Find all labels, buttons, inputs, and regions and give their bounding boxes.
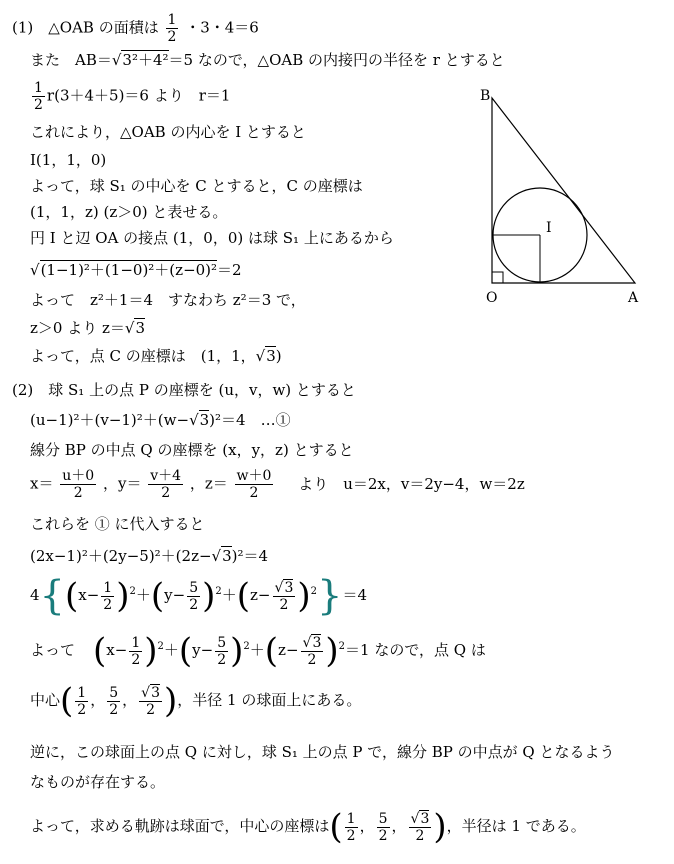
line-eq4: よって (x− $\frac{1}{2}$ )$^2$＋(y− $\frac{5}{2}$ )$^2$＋(z− $\frac{√3}{2}$ )$^2$＝1 なので，点 Q は [30, 631, 486, 671]
line-distance [30, 260, 242, 280]
text: ，y＝ [102, 474, 142, 493]
line-eq1 [30, 410, 291, 430]
numerator: w＋0 [236, 468, 272, 484]
numerator: 1 [167, 12, 177, 28]
fraction-x [60, 468, 96, 501]
label-o: O [486, 290, 498, 306]
line-converse: 逆に，この球面上の点 Q に対し，球 S₁ 上の点 P で，線分 BP の中点が Q となるよう [30, 743, 615, 761]
fraction-half [32, 80, 45, 113]
text: ＝5 なので，△OAB の内接円の半径を r とすると [168, 51, 505, 69]
text: x− [78, 586, 100, 604]
text: ) [275, 347, 282, 365]
sqrt-symbol: √ [255, 347, 266, 365]
text: (2x−1)²＋(2y−5)²＋(2z− [30, 547, 212, 565]
fraction-z [235, 468, 274, 501]
fraction-y [148, 468, 183, 501]
label-a: A [628, 290, 639, 306]
text: よって，点 C の座標は (1，1， [30, 347, 256, 365]
fraction-root3-half [273, 580, 296, 613]
line-i-coord: I(1，1，0) [30, 151, 107, 169]
text: また AB＝ [30, 51, 112, 69]
text: x＝ [30, 474, 54, 493]
line-converse-2: なものが存在する。 [30, 773, 166, 791]
line-conclusion: よって，求める軌跡は球面で，中心の座標は( $\frac{1}{2}$ ， $\frac{5}{2}$ ， $\frac{√3}{2}$ )，半径は 1 である。 [30, 807, 586, 847]
text: (u−1)²＋(v−1)²＋(w− [30, 411, 190, 429]
fraction-cx: $\frac{1}{2}$ [346, 810, 356, 844]
text: 4 [30, 586, 40, 604]
label-b: B [480, 88, 491, 104]
line-part2: (2) 球 S₁ 上の点 P の座標を (u，v，w) とすると [12, 381, 356, 399]
text: ＝2 [217, 261, 242, 279]
triangle-oab [492, 98, 635, 283]
sqrt-symbol: √ [124, 319, 135, 337]
fraction-cy: $\frac{5}{2}$ [109, 684, 119, 718]
line-radius [30, 80, 230, 113]
text: 中心 [30, 691, 61, 709]
numerator: 1 [34, 80, 43, 96]
denominator: 2 [73, 485, 83, 501]
triangle-diagram [480, 80, 660, 310]
numerator: u＋0 [62, 468, 95, 484]
sqrt-radicand: 3 [199, 411, 210, 429]
denominator: 2 [249, 485, 259, 501]
line-tangent: 円 I と辺 OA の接点 (1，0，0) は球 S₁ 上にあるから [30, 229, 394, 247]
sqrt-symbol: √ [111, 51, 122, 69]
fraction-half [166, 12, 179, 45]
text: ，半径は 1 である。 [446, 817, 586, 835]
text: ・3・4＝6 [185, 18, 259, 37]
label-i: I [546, 220, 552, 236]
line-incenter: これにより，△OAB の内心を I とすると [30, 123, 306, 141]
fraction-five-half: $\frac{5}{2}$ [217, 634, 227, 668]
denominator: 2 [189, 596, 199, 613]
text: よって [30, 641, 76, 659]
line-c-coord [30, 346, 282, 366]
sqrt-radicand: 3 [135, 319, 145, 337]
sqrt-radicand: (1−1)²＋(1−0)²＋(z−0)² [40, 261, 218, 279]
fraction-half: $\frac{1}{2}$ [131, 634, 141, 668]
text: (1) △OAB の面積は [12, 18, 159, 37]
line-xyz [30, 468, 525, 501]
line-ab [30, 50, 505, 70]
sqrt-symbol: √ [211, 547, 222, 565]
denominator: 2 [161, 485, 171, 501]
right-angle-mark [492, 272, 503, 283]
sqrt-radicand: 3 [266, 347, 276, 365]
denominator: 2 [167, 29, 177, 45]
text: )²＝4 [231, 547, 269, 565]
text: ，z＝ [189, 474, 228, 493]
text: r(3＋4＋5)＝6 より r＝1 [46, 86, 231, 105]
line-z-value [30, 318, 145, 338]
numerator: √3 [274, 579, 294, 596]
fraction-cz: $\frac{√3}{2}$ [141, 684, 160, 718]
numerator: 1 [103, 579, 113, 596]
sqrt-symbol: √ [189, 411, 199, 429]
denominator: 2 [34, 97, 43, 113]
line-area [12, 12, 259, 45]
fraction-cz: $\frac{√3}{2}$ [410, 810, 430, 844]
fraction-root3-half: $\frac{√3}{2}$ [302, 634, 322, 668]
brace-open: { [39, 573, 65, 619]
fraction-cx: $\frac{1}{2}$ [77, 684, 87, 718]
brace-close: } [317, 573, 343, 619]
fraction-five-half [187, 580, 200, 613]
sqrt-radicand: 3²＋4² [122, 51, 169, 69]
denominator: 2 [103, 596, 113, 613]
denominator: 2 [279, 596, 289, 613]
line-eq3: 4{(x− $\frac{1}{2}$ )$^2$＋(y− $\frac{5}{2}$ )$^2$＋(z− $\frac{√3}{2}$ )$^2$}＝4 [30, 573, 367, 619]
fraction-half [101, 580, 114, 613]
text: ，半径 1 の球面上にある。 [177, 691, 362, 709]
line-sphere-center: よって，球 S₁ の中心を C とすると，C の座標は [30, 177, 363, 195]
fraction-cy: $\frac{5}{2}$ [378, 810, 388, 844]
text: ＝1 なので，点 Q は [345, 641, 486, 659]
line-eq2 [30, 546, 268, 566]
numerator: v＋4 [150, 468, 182, 484]
line-center: 中心( $\frac{1}{2}$ ， $\frac{5}{2}$ ， $\frac{√3}{2}$ )，半径 1 の球面上にある。 [30, 681, 362, 721]
line-midpoint: 線分 BP の中点 Q の座標を (x，y，z) とすると [30, 441, 354, 459]
text: )²＝4 …① [209, 411, 291, 429]
line-substitute: これらを ① に代入すると [30, 515, 205, 533]
text: より u＝2x，v＝2y−4，w＝2z [298, 474, 525, 493]
sqrt-symbol: √ [30, 261, 40, 279]
line-z-eq: よって z²＋1＝4 すなわち z²＝3 で， [30, 291, 306, 309]
text: z＞0 より z＝ [30, 319, 125, 337]
line-c-form: (1，1，z) (z＞0) と表せる。 [30, 203, 228, 221]
numerator: 5 [189, 579, 199, 596]
sqrt-radicand: 3 [222, 547, 232, 565]
text: よって，求める軌跡は球面で，中心の座標は [30, 817, 330, 835]
